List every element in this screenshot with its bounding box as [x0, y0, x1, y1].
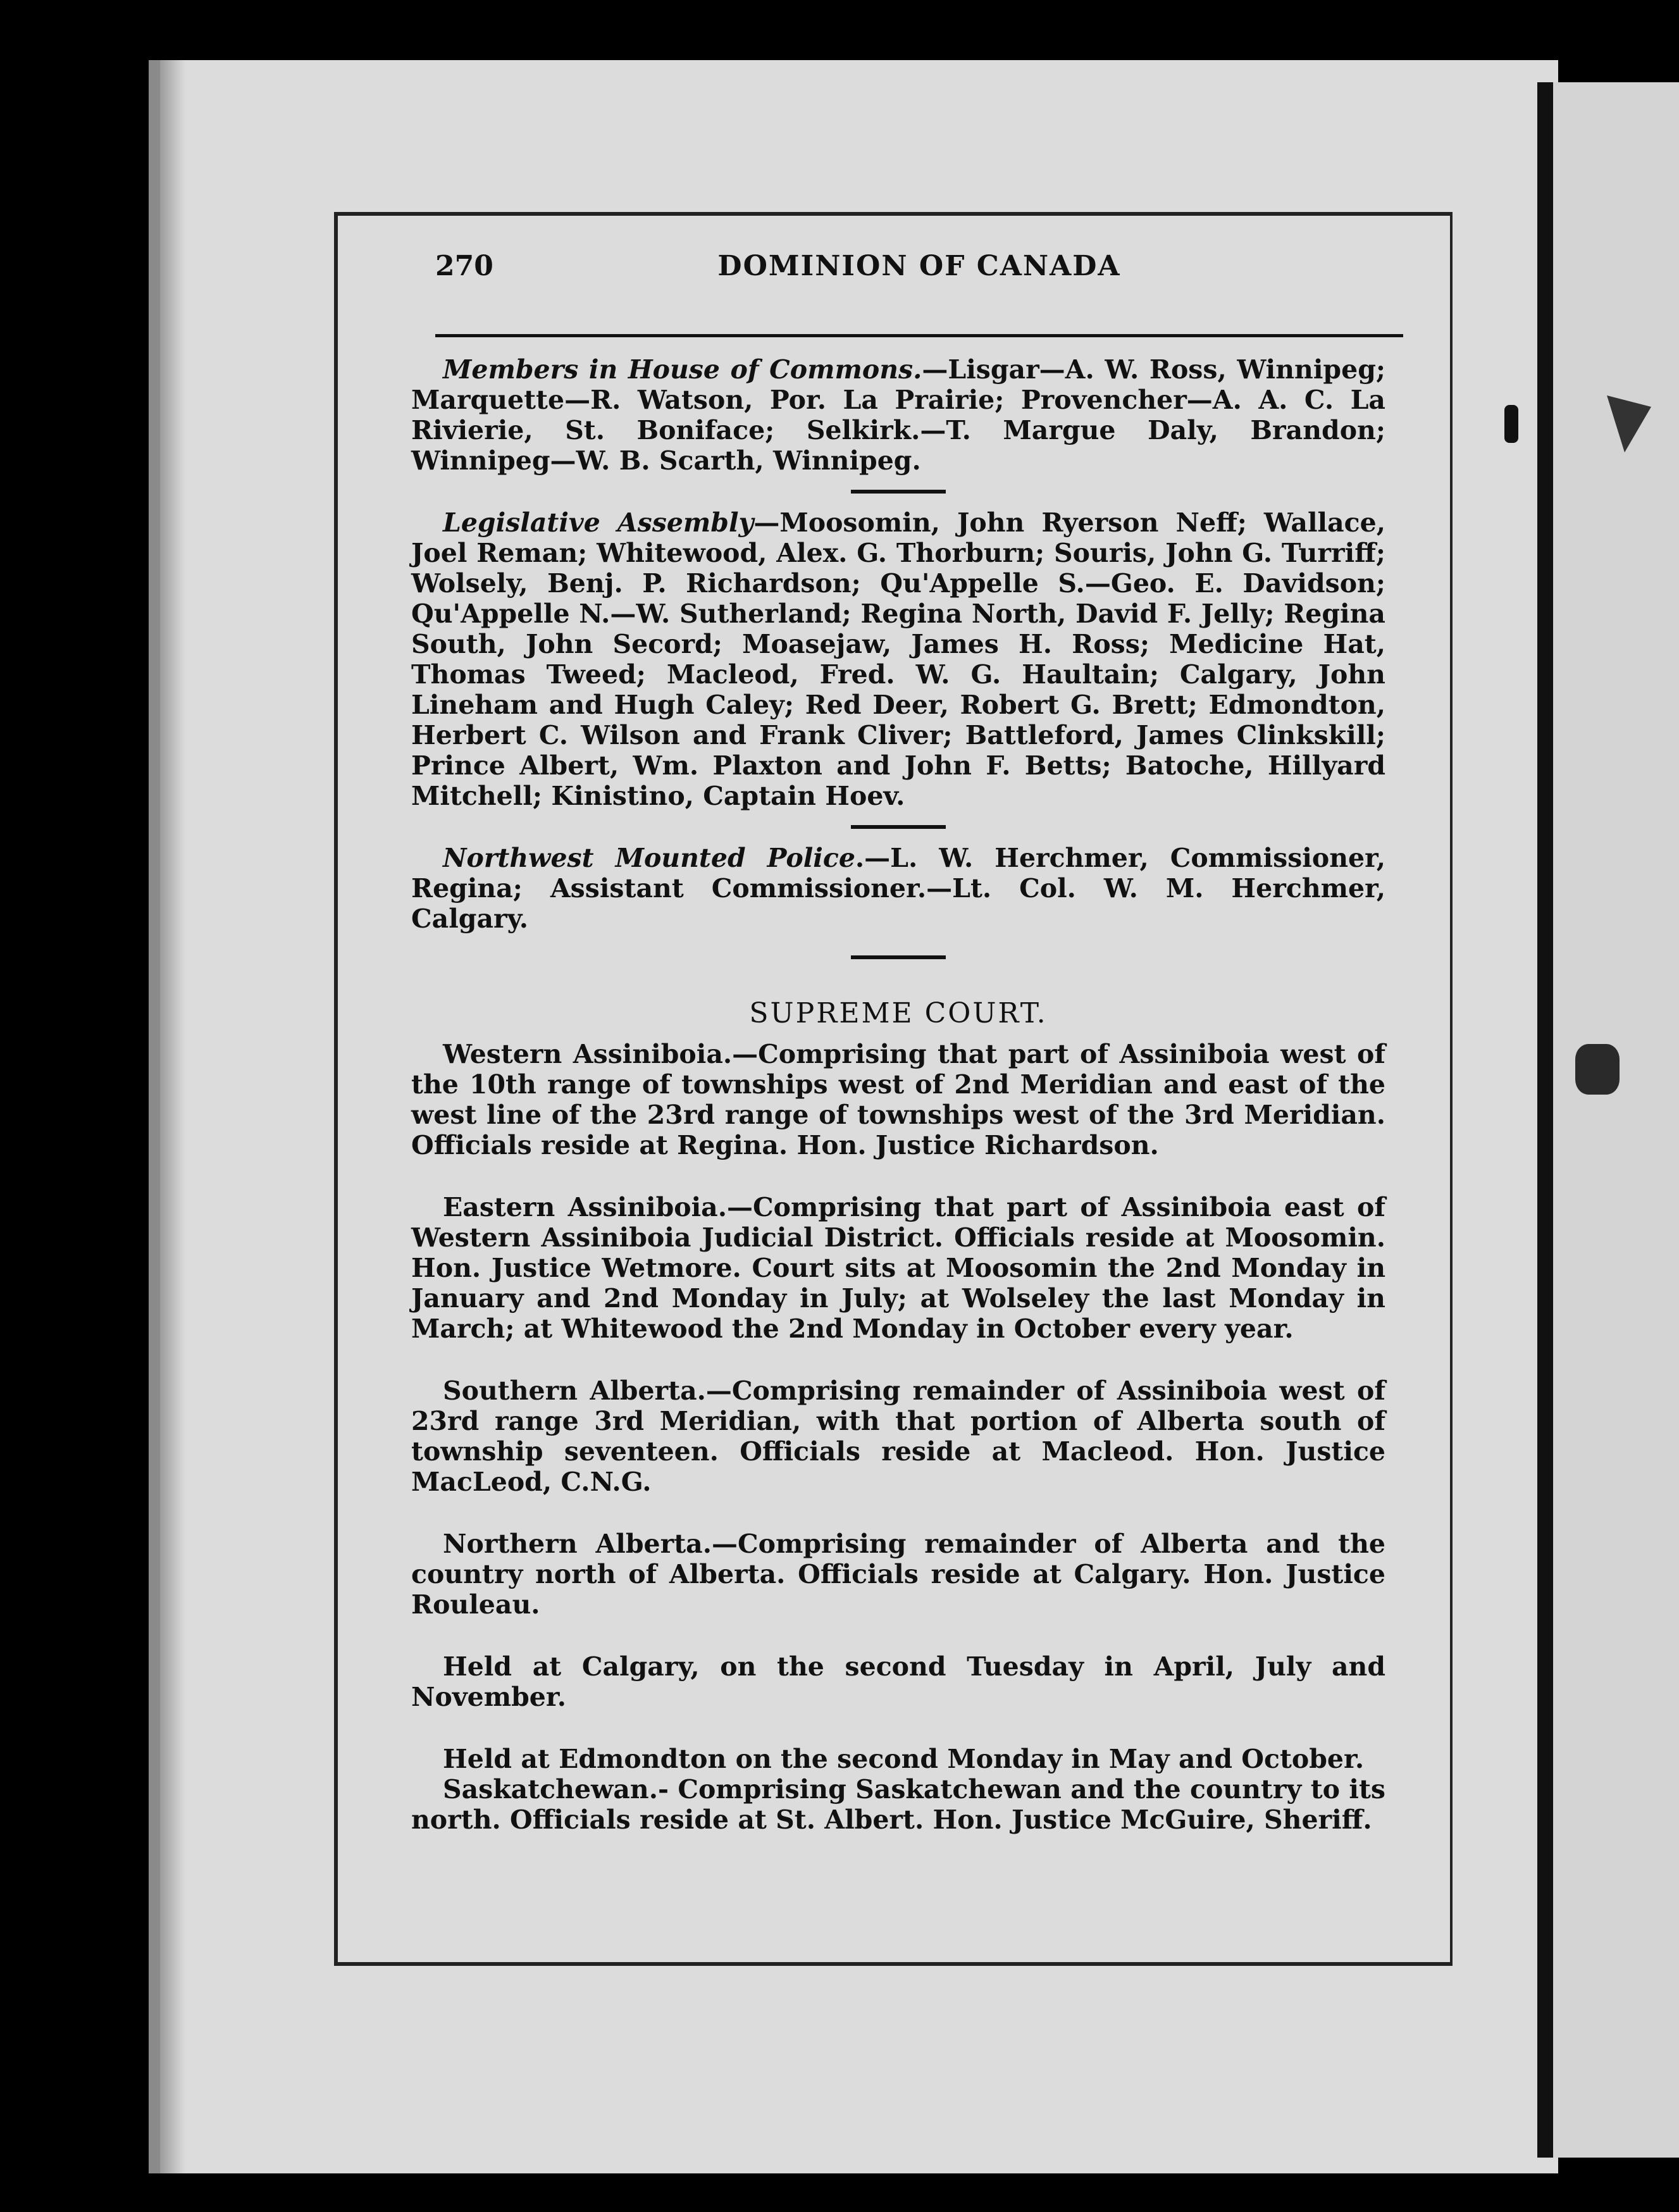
ink-mark	[1504, 405, 1518, 443]
ink-mark	[1575, 1044, 1620, 1095]
court-paragraph-western-assiniboia: Western Assiniboia.—Comprising that part of Assiniboia west of the 10th range of townships west of 2nd Meridian and east of the west line of the 23rd range of townships west of the 3rd Meridian. Officials reside at Regina. Hon. Justice Richardson.	[411, 1039, 1385, 1160]
court-paragraph-saskatchewan: Saskatchewan.- Comprising Saskatchewan and the country to its north. Officials reside at St. Albert. Hon. Justice McGuire, Sheriff.	[411, 1774, 1385, 1835]
assembly-text: —Moosomin, John Ryerson Neff; Wallace, Joel Reman; Whitewood, Alex. G. Thorburn; Souris, John G. Turriff; Wolsely, Benj. P. Richardson; Qu'Appelle S.—Geo. E. Davidson; Qu'Appelle N.—W. Sutherland; Regina North, David F. Jelly; Regina South, John Secord; Moasejaw, James H. Ross; Medicine Hat, Thomas Tweed; Macleod, Fred. W. G. Haultain; Calgary, John Lineham and Hugh Caley; Red Deer, Robert G. Brett; Edmondton, Herbert C. Wilson and Frank Cliver; Battleford, James Clinkskill; Prince Albert, Wm. Plaxton and John F. Betts; Batoche, Hillyard Mitchell; Kinistino, Captain Hoev.	[411, 507, 1385, 811]
police-text: .—L. W. Herchmer, Commissioner, Regina; Assistant Commissioner.—Lt. Col. W. M. Herchmer, Calgary.	[411, 843, 1385, 934]
supreme-court-heading: SUPREME COURT.	[749, 997, 1048, 1029]
section-divider	[851, 955, 946, 959]
court-paragraph-eastern-assiniboia: Eastern Assiniboia.—Comprising that part of Assiniboia east of Western Assiniboia Judicial District. Officials reside at Moosomin. Hon. Justice Wetmore. Court sits at Moosomin the 2nd Monday in January and 2nd Monday in July; at Wolseley the last Monday in March; at Whitewood the 2nd Monday in October every year.	[411, 1192, 1385, 1344]
commons-text: —Lisgar—A. W. Ross, Winnipeg; Marquette—R. Watson, Por. La Prairie; Provencher—A. A. C. La Rivierie, St. Boniface; Selkirk.—T. Margue Daly, Brandon; Winnipeg—W. B. Scarth, Winnipeg.	[411, 354, 1385, 476]
police-paragraph	[411, 843, 1385, 934]
police-lead: Northwest Mounted Police	[443, 843, 855, 873]
section-divider	[851, 490, 946, 494]
page-number: 270	[435, 250, 493, 282]
section-divider	[851, 825, 946, 829]
running-title: DOMINION OF CANADA	[717, 250, 1121, 282]
court-paragraph-edmondton-sittings: Held at Edmondton on the second Monday in May and October.	[443, 1744, 1365, 1774]
page-header	[435, 250, 1403, 294]
right-page-edge	[1553, 82, 1679, 2158]
court-paragraph-southern-alberta: Southern Alberta.—Comprising remainder of Assiniboia west of 23rd range 3rd Meridian, with that portion of Alberta south of township seventeen. Officials reside at Macleod. Hon. Justice MacLeod, C.N.G.	[411, 1376, 1385, 1497]
page-body	[411, 354, 1385, 1835]
assembly-lead: Legislative Assembly	[443, 507, 754, 538]
commons-lead: Members in House of Commons.	[443, 354, 922, 385]
court-paragraph-northern-alberta: Northern Alberta.—Comprising remainder of Alberta and the country north of Alberta. Officials reside at Calgary. Hon. Justice Rouleau.	[411, 1529, 1385, 1620]
court-paragraph-calgary-sittings: Held at Calgary, on the second Tuesday in April, July and November.	[411, 1651, 1385, 1712]
commons-paragraph	[411, 354, 1385, 476]
header-rule	[435, 334, 1403, 337]
assembly-paragraph	[411, 507, 1385, 811]
